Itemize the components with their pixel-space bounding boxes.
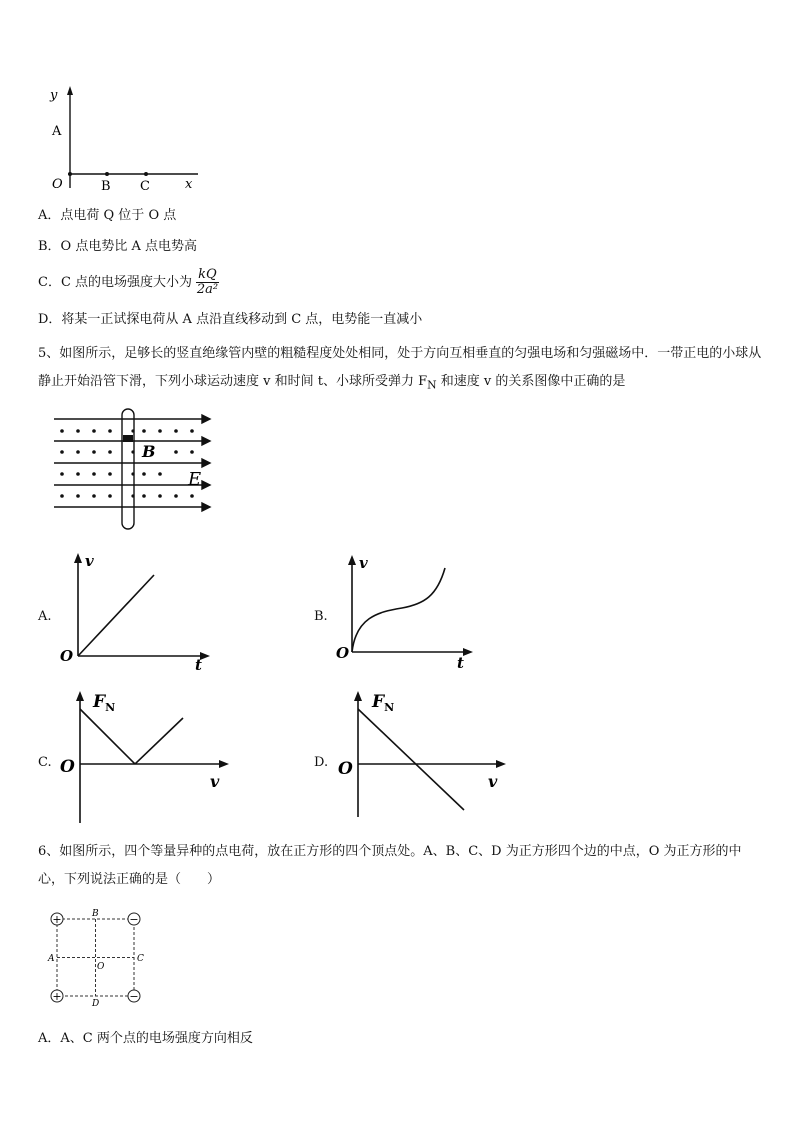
q4-option-c-text: C．C 点的电场强度大小为 (38, 275, 193, 290)
q5-graph-b (332, 548, 492, 673)
q6-label-a: A (48, 954, 55, 964)
q5-graph-d-y-label: $F_N$ (372, 692, 395, 714)
q6-label-c: C (137, 954, 144, 964)
minus-charge-icon (128, 990, 140, 1003)
q5-graph-a-x-label: t (195, 656, 202, 673)
q5-graph-b-y-label: v (359, 554, 368, 572)
q5-graph-b-x-label: t (457, 654, 464, 672)
q5-graph-c (55, 685, 235, 825)
q4-option-c (38, 266, 219, 300)
q6-label-d: D (92, 999, 100, 1009)
q5-graph-a-label: A. (38, 609, 52, 624)
q5-stem (38, 340, 763, 400)
q4-x-label: x (185, 177, 193, 192)
q5-graph-b-label: B. (314, 609, 328, 624)
svg-text:+: + (52, 990, 62, 1003)
q4-point-c: C (140, 179, 150, 194)
q5-field-figure (38, 405, 218, 535)
q5-stem-text: 5、如图所示，足够长的竖直绝缘管内壁的粗糙程度处处相同，处于方向互相垂直的匀强电场和匀强磁场中．一带正电的小球从静止开始沿管下滑，下列小球运动速度 v 和时间 t、小球所受弹力 F (38, 346, 762, 389)
q5-graph-d (332, 685, 512, 825)
q6-square-figure (40, 905, 155, 1010)
q6-option-a: A．A、C 两个点的电场强度方向相反 (38, 1031, 253, 1046)
q4-option-c-fraction (196, 268, 219, 297)
q4-option-d: D．将某一正试探电荷从 A 点沿直线移动到 C 点，电势能一直减小 (38, 312, 423, 327)
q4-point-b: B (101, 179, 111, 194)
q6-label-o: O (97, 962, 105, 972)
q5-graph-c-label: C. (38, 755, 52, 770)
minus-charge-icon (128, 913, 140, 926)
q5-graph-c-origin: O (60, 757, 75, 777)
svg-text:−: − (129, 990, 139, 1003)
q5-b-label: B (142, 442, 156, 461)
q6-stem: 6、如图所示，四个等量异种的点电荷，放在正方形的四个顶点处。A、B、C、D 为正方形四个边的中点，O 为正方形的中心，下列说法正确的是（ ） (38, 844, 742, 887)
svg-text:−: − (129, 913, 139, 926)
plus-charge-icon (51, 913, 63, 926)
svg-text:+: + (52, 913, 62, 926)
q5-graph-a (55, 548, 215, 673)
q4-y-label: y (50, 88, 58, 103)
q4-option-b: B．O 点电势比 A 点电势高 (38, 239, 197, 254)
q6-label-b: B (92, 909, 99, 919)
q5-graph-d-label: D. (314, 755, 329, 770)
q5-graph-c-x-label: v (210, 772, 220, 791)
q4-fraction-numerator: kQ (198, 267, 217, 282)
q5-graph-c-y-label: $F_N$ (93, 692, 116, 714)
q4-axes-figure (38, 82, 208, 197)
plus-charge-icon (51, 990, 63, 1003)
q4-origin: O (52, 177, 63, 192)
q5-graph-b-origin: O (336, 644, 350, 662)
q5-graph-a-y-label: v (85, 552, 94, 570)
q5-e-label: E (188, 469, 202, 490)
q5-stem-tail: 和速度 v 的关系图像中正确的是 (436, 374, 626, 389)
q4-option-a: A．点电荷 Q 位于 O 点 (38, 208, 177, 223)
q5-graph-d-x-label: v (488, 772, 498, 791)
q4-fraction-denominator: 2a² (196, 282, 219, 297)
q5-graph-a-origin: O (60, 647, 74, 665)
q5-graph-d-origin: O (338, 759, 353, 779)
q5-stem-subscript: N (427, 378, 437, 392)
q4-point-a: A (52, 124, 62, 139)
